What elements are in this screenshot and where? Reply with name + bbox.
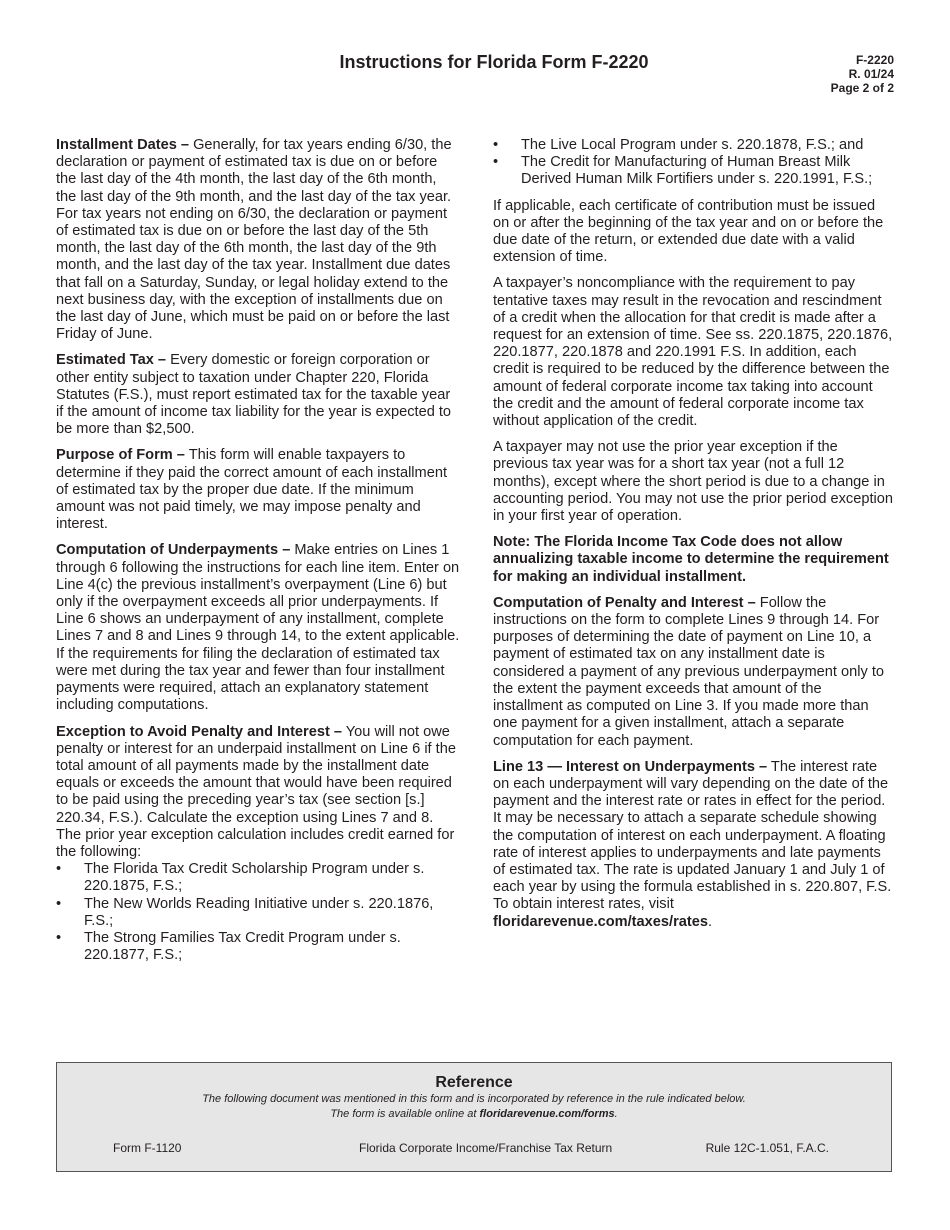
list-item: • The Live Local Program under s. 220.1878, F.S.; and <box>493 137 895 154</box>
estimated-tax-heading: Estimated Tax – <box>56 352 167 369</box>
reference-form-title: Florida Corporate Income/Franchise Tax Return <box>359 1141 613 1155</box>
purpose-paragraph <box>56 447 460 533</box>
purpose-text: This form will enable taxpayers to determine if they paid the correct amount of each installment of estimated tax by the proper due date. If the minimum amount was not paid timely, we may impose penalty and interest. <box>56 447 447 533</box>
prior-year-exception-paragraph: A taxpayer may not use the prior year exception if the previous tax year was for a short tax year (not a full 12 months), except where the short period is due to a change in accounting period. You may not use the prior period exception in your first year of operation. <box>493 439 893 525</box>
computation-underpayments-heading: Computation of Underpayments – <box>56 542 291 559</box>
form-identifier <box>831 53 894 95</box>
line13-paragraph <box>493 759 895 931</box>
estimated-tax-text: Every domestic or foreign corporation or other entity subject to taxation under Chapter 220, Florida Statutes (F.S.), must report estimated tax for the taxable year if the amount of income tax liability for the year is expected to be more than $2,500. <box>56 352 452 438</box>
right-column <box>493 137 895 940</box>
interest-rates-link[interactable]: floridarevenue.com/taxes/rates <box>493 913 708 930</box>
forms-link[interactable]: floridarevenue.com/forms <box>479 1108 615 1120</box>
left-column <box>56 137 460 973</box>
exception-text: You will not owe penalty or interest for an underpaid installment on Line 6 if the total amount of all payments made by the installment date equals or exceeds the amount that would have been required to be paid using the preceding year’s tax (see section [s.] 220.34, F.S.). Calculate the exception using Lines 7 and 8. The prior year exception calculation includes credit earned for the following: <box>56 723 456 860</box>
installment-dates-heading: Installment Dates – <box>56 137 190 153</box>
form-revision: R. 01/24 <box>848 67 894 81</box>
computation-penalty-heading: Computation of Penalty and Interest – <box>493 594 756 611</box>
list-item: • The Credit for Manufacturing of Human Breast Milk Derived Human Milk Fortifiers under s. 220.1991, F.S.; <box>493 154 895 188</box>
reference-availability <box>57 1107 891 1122</box>
page-number: Page 2 of 2 <box>830 81 894 95</box>
computation-penalty-text: Follow the instructions on the form to complete Lines 9 through 14. For purposes of determining the date of payment on Line 10, a payment of estimated tax on any installment date is considered a payment of any previous underpayment only to the extent the payment exceeds that amount of the installment as computed on Line 3. If you made more than one payment for a given installment, attach a separate computation for each payment. <box>493 594 885 749</box>
reference-description: The following document was mentioned in this form and is incorporated by reference in the rule indicated below. <box>202 1093 746 1105</box>
reference-rule: Rule 12C-1.051, F.A.C. <box>705 1141 829 1155</box>
computation-penalty-paragraph <box>493 595 895 750</box>
line13-text: The interest rate on each underpayment will vary depending on the date of the payment and the interest rate or rates in effect for the period. It may be necessary to attach a separate schedule showing the computation of interest on each underpayment. A floating rate of interest applies to underpayments and late payments of estimated tax. The rate is updated January 1 and July 1 of each year by using the formula established in s. 220.807, F.S. To obtain interest rates, visit <box>493 758 892 913</box>
credit-list-left <box>56 861 460 964</box>
reference-form-number: Form F-1120 <box>113 1141 182 1155</box>
reference-availability-prefix: The form is available online at <box>330 1108 480 1120</box>
installment-dates-text: Generally, for tax years ending 6/30, the declaration or payment of estimated tax is due on or before the last day of the 4th month, the last day of the 6th month, the last day of the 9th month, and the last day of the tax year. For tax years not ending on 6/30, the declaration or payment of estimated tax is due on or before the last day of the 5th month, the last day of the 6th month, the last day of the 9th month, and the last day of the tax year. Installment due dates that fall on a Saturday, Sunday, or legal holiday extend to the next business day, with the exception of installments due on the last day of June, which must be paid on or before the last Friday of June. <box>56 137 452 343</box>
line13-heading: Line 13 — Interest on Underpayments – <box>493 758 768 775</box>
purpose-heading: Purpose of Form – <box>56 447 185 464</box>
page-title: Instructions for Florida Form F-2220 <box>339 52 649 72</box>
installment-dates-paragraph <box>56 137 460 343</box>
credit-list-right <box>493 137 895 189</box>
reference-availability-suffix: . <box>614 1108 618 1120</box>
reference-title: Reference <box>435 1074 513 1091</box>
estimated-tax-paragraph <box>56 352 460 438</box>
certificate-paragraph: If applicable, each certificate of contribution must be issued on or after the beginning of the tax year and on or before the due date of the return, or extended due date with a valid extension of time. <box>493 197 884 266</box>
list-item: • The Strong Families Tax Credit Program under s. 220.1877, F.S.; <box>56 930 460 964</box>
computation-underpayments-text: Make entries on Lines 1 through 6 following the instructions for each line item. Enter on Line 4(c) the previous installment’s overpayment (Line 6) but only if the overpayment exceeds all prior underpayments. If Line 6 shows an underpayment of any installment, complete Lines 7 and 8 and Lines 9 through 14, to the extent applicable. If the requirements for filing the declaration of estimated tax were met during the tax year and fewer than four installment payments were required, attach an explanatory statement including computations. <box>56 542 460 714</box>
line13-end: . <box>707 913 713 930</box>
note-paragraph: Note: The Florida Income Tax Code does not allow annualizing taxable income to determine the requirement for making an individual installment. <box>493 534 889 585</box>
exception-paragraph <box>56 724 460 862</box>
form-number: F-2220 <box>855 53 894 67</box>
list-item: • The Florida Tax Credit Scholarship Program under s. 220.1875, F.S.; <box>56 861 460 895</box>
noncompliance-paragraph: A taxpayer’s noncompliance with the requirement to pay tentative taxes may result in the revocation and rescindment of a credit when the allocation for that credit is made after a request for an extension of time. See ss. 220.1875, 220.1876, 220.1877, 220.1878 and 220.1991 F.S. In addition, each credit is required to be reduced by the difference between the amount of federal corporate income tax taking into account the credit and the amount of federal corporate income tax without application of the credit. <box>493 275 893 430</box>
exception-heading: Exception to Avoid Penalty and Interest – <box>56 723 342 740</box>
list-item: • The New Worlds Reading Initiative under s. 220.1876, F.S.; <box>56 896 460 930</box>
computation-underpayments-paragraph <box>56 542 460 714</box>
reference-box <box>56 1062 892 1172</box>
